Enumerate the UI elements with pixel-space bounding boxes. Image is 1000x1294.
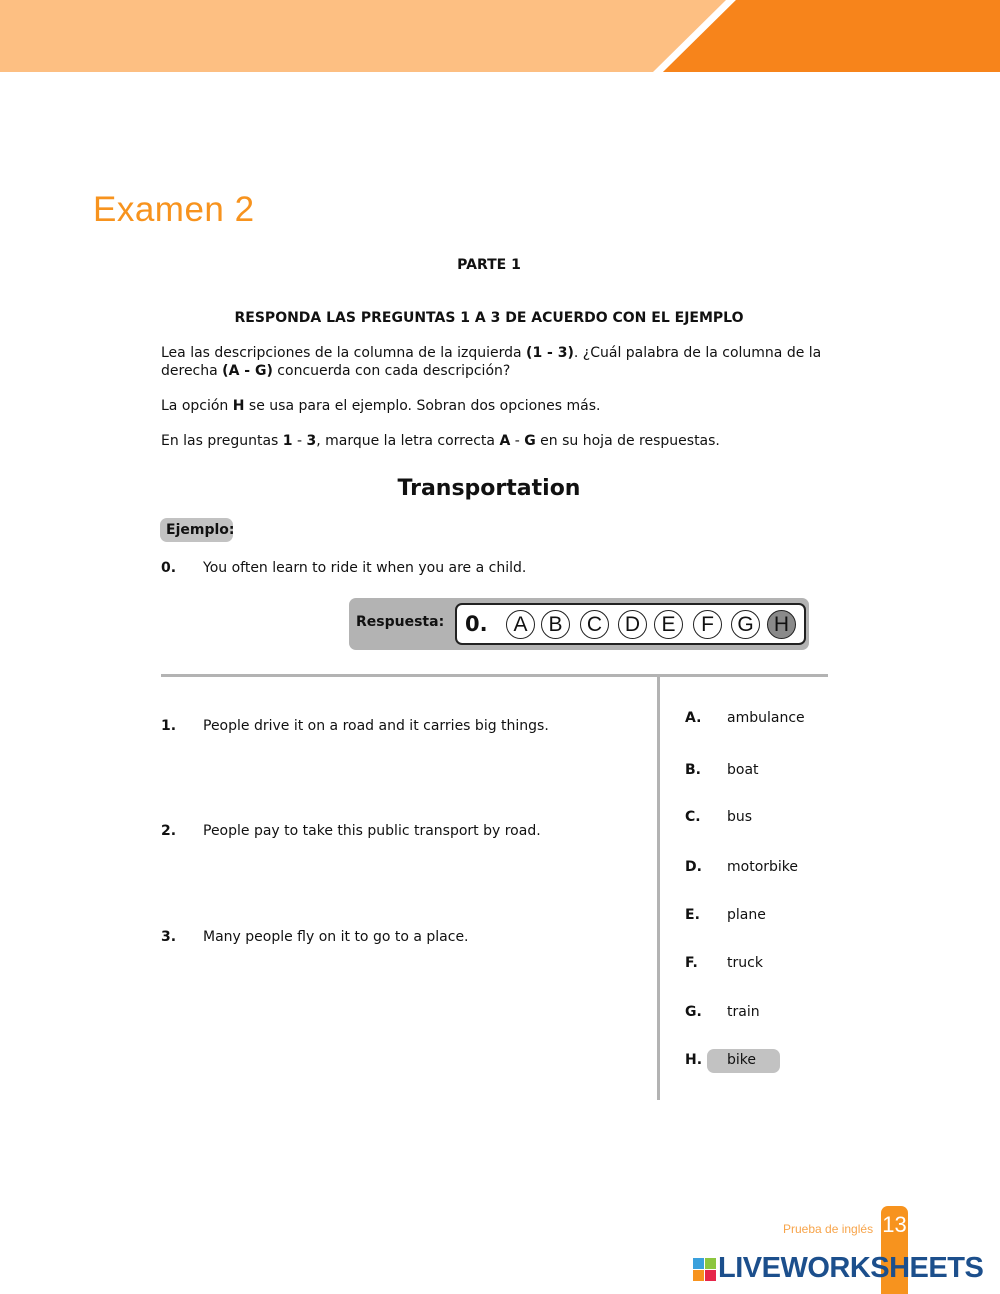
- header-band: [0, 0, 1000, 72]
- answer-bubble-a[interactable]: A: [506, 610, 535, 639]
- question-text: People pay to take this public transport by road.: [203, 823, 541, 839]
- instruction-paragraph-1: Lea las descripciones de la columna de la izquierda (1 - 3). ¿Cuál palabra de la columna de la derecha (A - G) concuerda con cada descripción?: [161, 345, 822, 379]
- answer-sheet-row: [455, 603, 806, 645]
- example-text: You often learn to ride it when you are a child.: [203, 560, 527, 576]
- answer-bubble-e[interactable]: E: [654, 610, 683, 639]
- question-number: 2.: [161, 823, 177, 839]
- footer-book-title: Prueba de inglés: [783, 1222, 874, 1236]
- option-letter: A.: [685, 710, 702, 726]
- option-word: motorbike: [727, 859, 799, 875]
- option-word: bike: [727, 1052, 756, 1068]
- answer-bubble-b[interactable]: B: [541, 610, 570, 639]
- option-letter: E.: [685, 907, 700, 923]
- option-word: boat: [727, 762, 759, 778]
- option-letter: C.: [685, 809, 701, 825]
- example-tag: Ejemplo:: [160, 518, 233, 542]
- example-answer-box: [349, 598, 809, 650]
- logo-text: LIVEWORKSHEETS: [718, 1252, 984, 1284]
- answer-bubble-d[interactable]: D: [618, 610, 647, 639]
- option-word: truck: [727, 955, 763, 971]
- option-word: bus: [727, 809, 753, 825]
- part-title: PARTE 1: [457, 257, 521, 273]
- option-letter: F.: [685, 955, 698, 971]
- answer-label: Respuesta:: [356, 614, 445, 630]
- answer-bubble-f[interactable]: F: [693, 610, 722, 639]
- option-letter: B.: [685, 762, 701, 778]
- divider-vertical: [657, 676, 660, 1100]
- question-text: Many people fly on it to go to a place.: [203, 929, 469, 945]
- page-number: 13: [882, 1212, 907, 1237]
- answer-bubble-h[interactable]: H: [767, 610, 796, 639]
- option-word: ambulance: [727, 710, 805, 726]
- answer-bubble-g[interactable]: G: [731, 610, 760, 639]
- option-letter: H.: [685, 1052, 703, 1068]
- question-number: 1.: [161, 718, 177, 734]
- example-number: 0.: [161, 560, 177, 576]
- option-letter: G.: [685, 1004, 702, 1020]
- logo-mark-icon: [693, 1258, 717, 1282]
- answer-row-number: 0.: [465, 612, 488, 636]
- divider-horizontal: [161, 674, 828, 677]
- instruction-paragraph-3: En las preguntas 1 - 3, marque la letra correcta A - G en su hoja de respuestas.: [161, 433, 720, 449]
- option-word: plane: [727, 907, 766, 923]
- option-letter: D.: [685, 859, 702, 875]
- instruction-paragraph-2: La opción H se usa para el ejemplo. Sobran dos opciones más.: [161, 398, 601, 414]
- instruction-title: RESPONDA LAS PREGUNTAS 1 A 3 DE ACUERDO CON EL EJEMPLO: [234, 310, 744, 326]
- question-text: People drive it on a road and it carries big things.: [203, 718, 549, 734]
- option-word: train: [727, 1004, 760, 1020]
- exam-title: Examen 2: [93, 190, 255, 229]
- answer-bubble-c[interactable]: C: [580, 610, 609, 639]
- question-number: 3.: [161, 929, 177, 945]
- section-title: Transportation: [397, 476, 581, 501]
